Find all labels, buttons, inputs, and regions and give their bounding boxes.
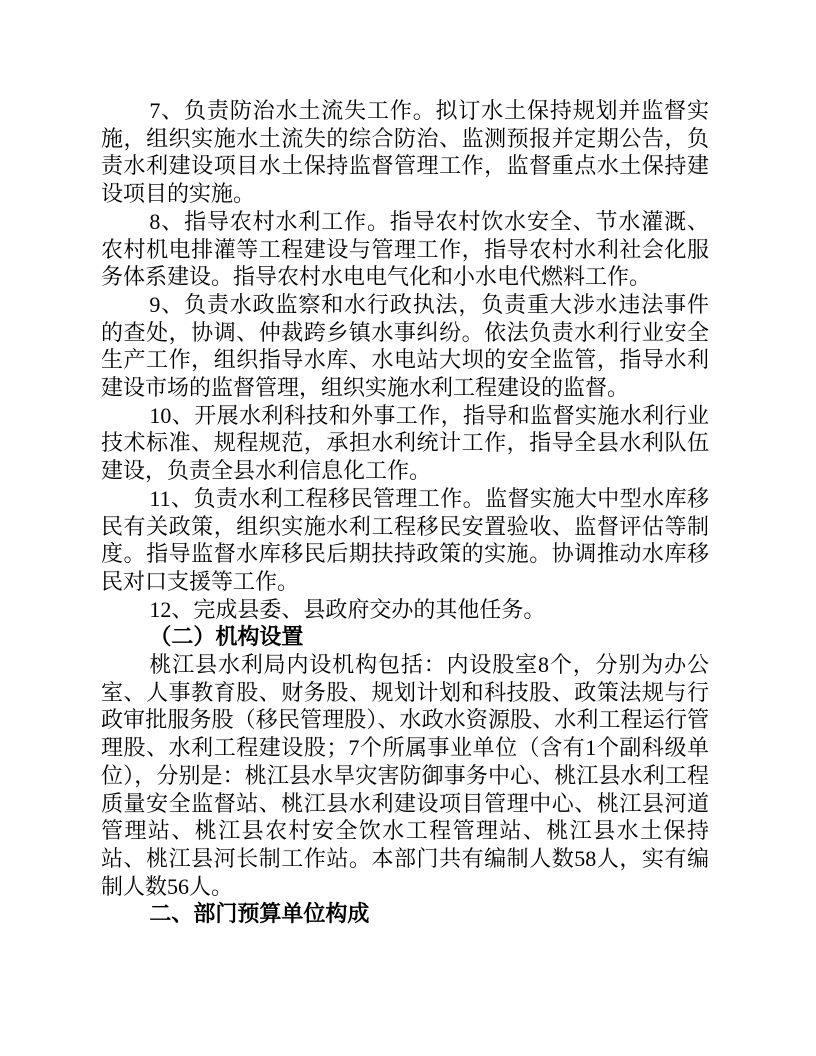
heading-budget-unit-composition: 二、部门预算单位构成: [149, 901, 370, 927]
paragraph-duty-10: 10、开展水利科技和外事工作，指导和监督实施水利行业技术标准、规程规范，承担水利统计工作，指导全县水利队伍建设，负责全县水利信息化工作。: [101, 402, 709, 484]
paragraph-duty-8: 8、指导农村水利工作。指导农村饮水安全、节水灌溉、农村机电排灌等工程建设与管理工作，指导农村水利社会化服务体系建设。指导农村水电电气化和小水电代燃料工作。: [101, 208, 709, 290]
paragraph-duty-9: 9、负责水政监察和水行政执法，负责重大涉水违法事件的查处，协调、仲裁跨乡镇水事纠纷。依法负责水利行业安全生产工作，组织指导水库、水电站大坝的安全监管，指导水利建设市场的监督管理，组织实施水利工程建设的监督。: [101, 291, 709, 401]
paragraph-org-description: 桃江县水利局内设机构包括：内设股室8个，分别为办公室、人事教育股、财务股、规划计划和科技股、政策法规与行政审批服务股（移民管理股）、水政水资源股、水利工程运行管理股、水利工程建设股；7个所属事业单位（含有1个副科级单位），分别是：桃江县水旱灾害防御事务中心、桃江县水利工程质量安全监督站、桃江县水利建设项目管理中心、桃江县河道管理站、桃江县农村安全饮水工程管理站、桃江县水土保持站、桃江县河长制工作站。本部门共有编制人数58人，实有编制人数56人。: [101, 652, 709, 899]
heading-section-org-setup: （二）机构设置: [149, 624, 304, 650]
paragraph-duty-11: 11、负责水利工程移民管理工作。监督实施大中型水库移民有关政策，组织实施水利工程移民安置验收、监督评估等制度。指导监督水库移民后期扶持政策的实施。协调推动水库移民对口支援等工作。: [101, 485, 709, 594]
document-content: [101, 97, 709, 928]
paragraph-duty-12: 12、完成县委、县政府交办的其他任务。: [149, 596, 546, 622]
paragraph-duty-7: 7、负责防治水土流失工作。拟订水土保持规划并监督实施，组织实施水土流失的综合防治、监测预报并定期公告，负责水利建设项目水土保持监督管理工作，监督重点水土保持建设项目的实施。: [101, 98, 709, 207]
